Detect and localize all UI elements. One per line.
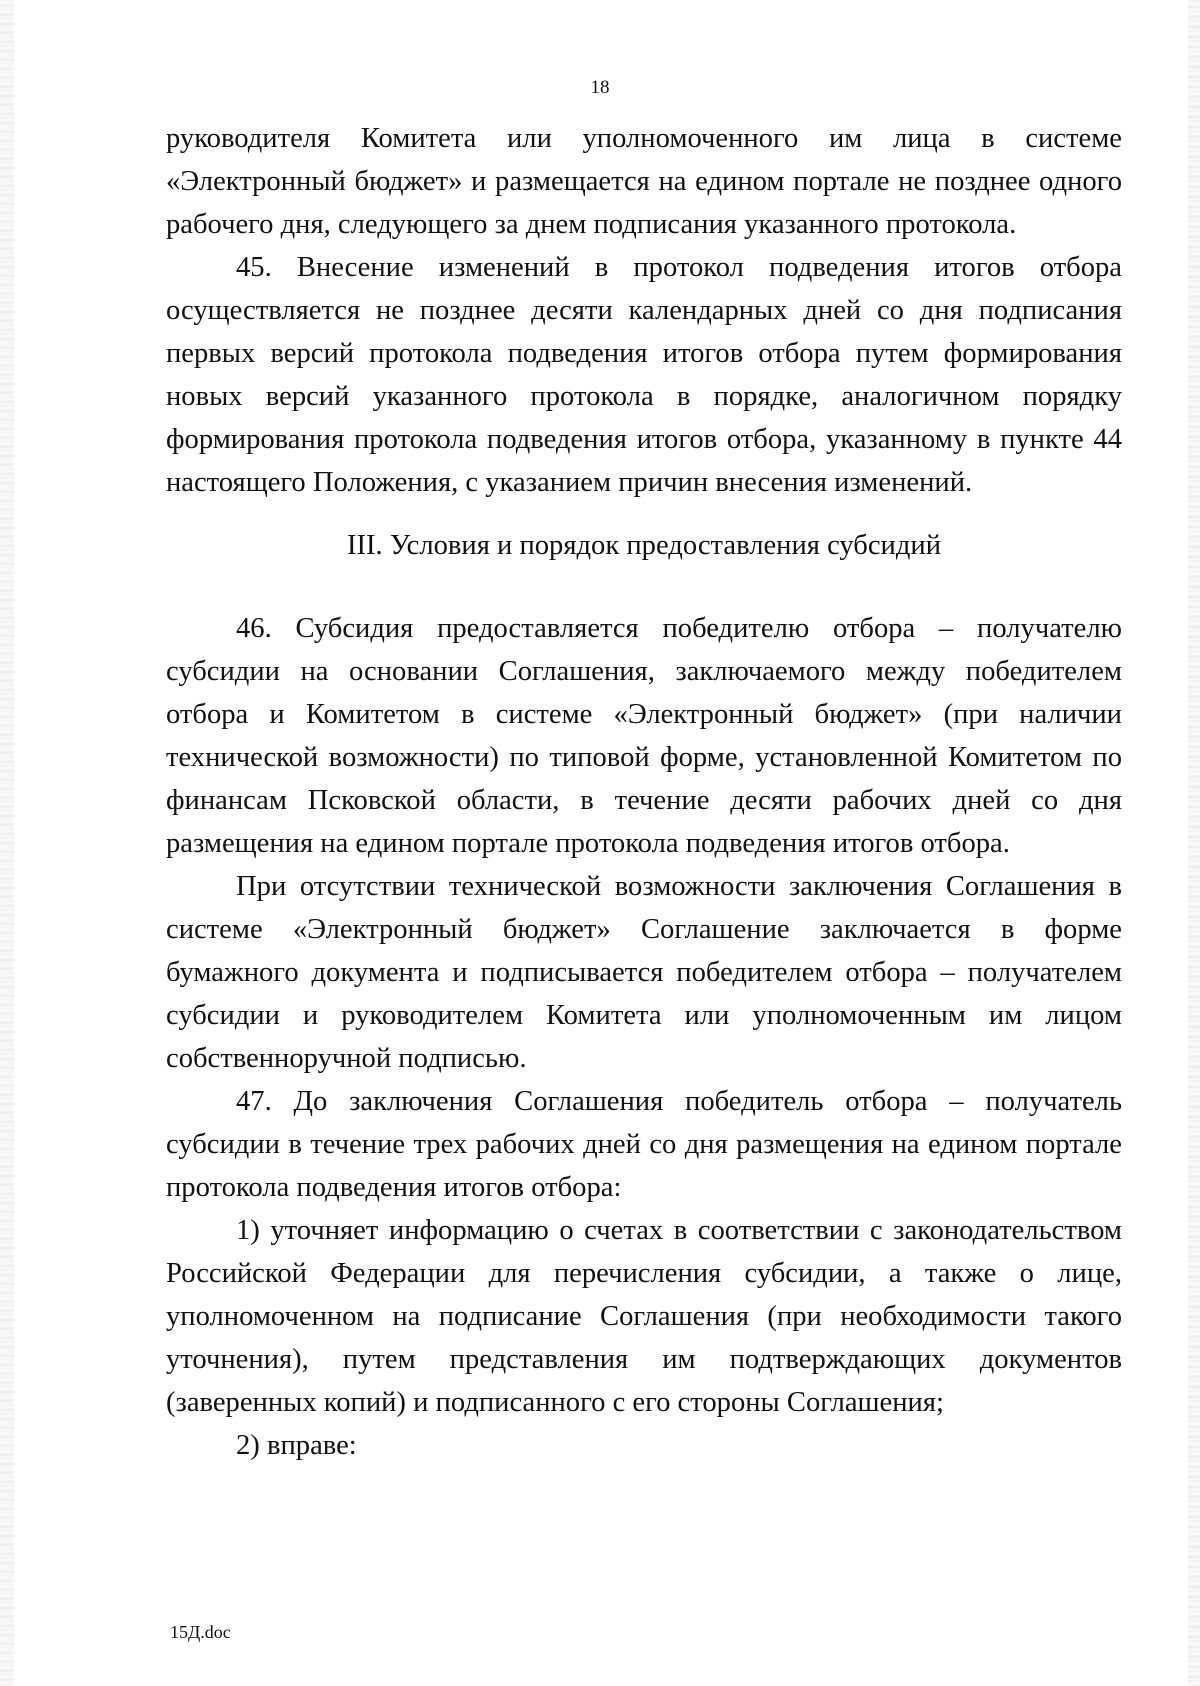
footer-file-name: 15Д.doc: [170, 1622, 231, 1642]
scan-edge-right: [1188, 0, 1200, 1686]
paragraph-clause-47: 47. До заключения Соглашения победитель отбора – получатель субсидии в течение трех рабочих дней со дня размещения на едином портале протокола подведения итогов отбора:: [166, 1086, 1122, 1203]
document-body: [166, 117, 1122, 1467]
scan-edge-left: [0, 0, 14, 1686]
paragraph-subitem-1: 1) уточняет информацию о счетах в соответствии с законодательством Российской Федерации для перечисления субсидии, а также о лице, уполномоченном на подписание Соглашения (при необходимости такого уточнения), путем представления им подтверждающих документов (заверенных копий) и подписанного с его стороны Соглашения;: [166, 1215, 1122, 1418]
paragraph-continuation: руководителя Комитета или уполномоченного им лица в системе «Электронный бюджет» и размещается на едином портале не позднее одного рабочего дня, следующего за днем подписания указанного протокола.: [166, 123, 1122, 240]
paragraph-no-technical-possibility: При отсутствии технической возможности заключения Соглашения в системе «Электронный бюджет» Соглашение заключается в форме бумажного документа и подписывается победителем отбора – получателем субсидии и руководителем Комитета или уполномоченным им лицом собственноручной подписью.: [166, 871, 1122, 1074]
paragraph-subitem-2: 2) вправе:: [236, 1430, 357, 1461]
section-heading: III. Условия и порядок предоставления субсидий: [346, 530, 942, 561]
page-number: 18: [590, 77, 610, 98]
paragraph-clause-45: 45. Внесение изменений в протокол подведения итогов отбора осуществляется не позднее десяти календарных дней со дня подписания первых версий протокола подведения итогов отбора путем формирования новых версий указанного протокола в порядке, аналогичном порядку формирования протокола подведения итогов отбора, указанному в пункте 44 настоящего Положения, с указанием причин внесения изменений.: [166, 252, 1122, 498]
paragraph-clause-46: 46. Субсидия предоставляется победителю отбора – получателю субсидии на основании Соглашения, заключаемого между победителем отбора и Комитетом в системе «Электронный бюджет» (при наличии технической возможности) по типовой форме, установленной Комитетом по финансам Псковской области, в течение десяти рабочих дней со дня размещения на едином портале протокола подведения итогов отбора.: [166, 613, 1122, 859]
